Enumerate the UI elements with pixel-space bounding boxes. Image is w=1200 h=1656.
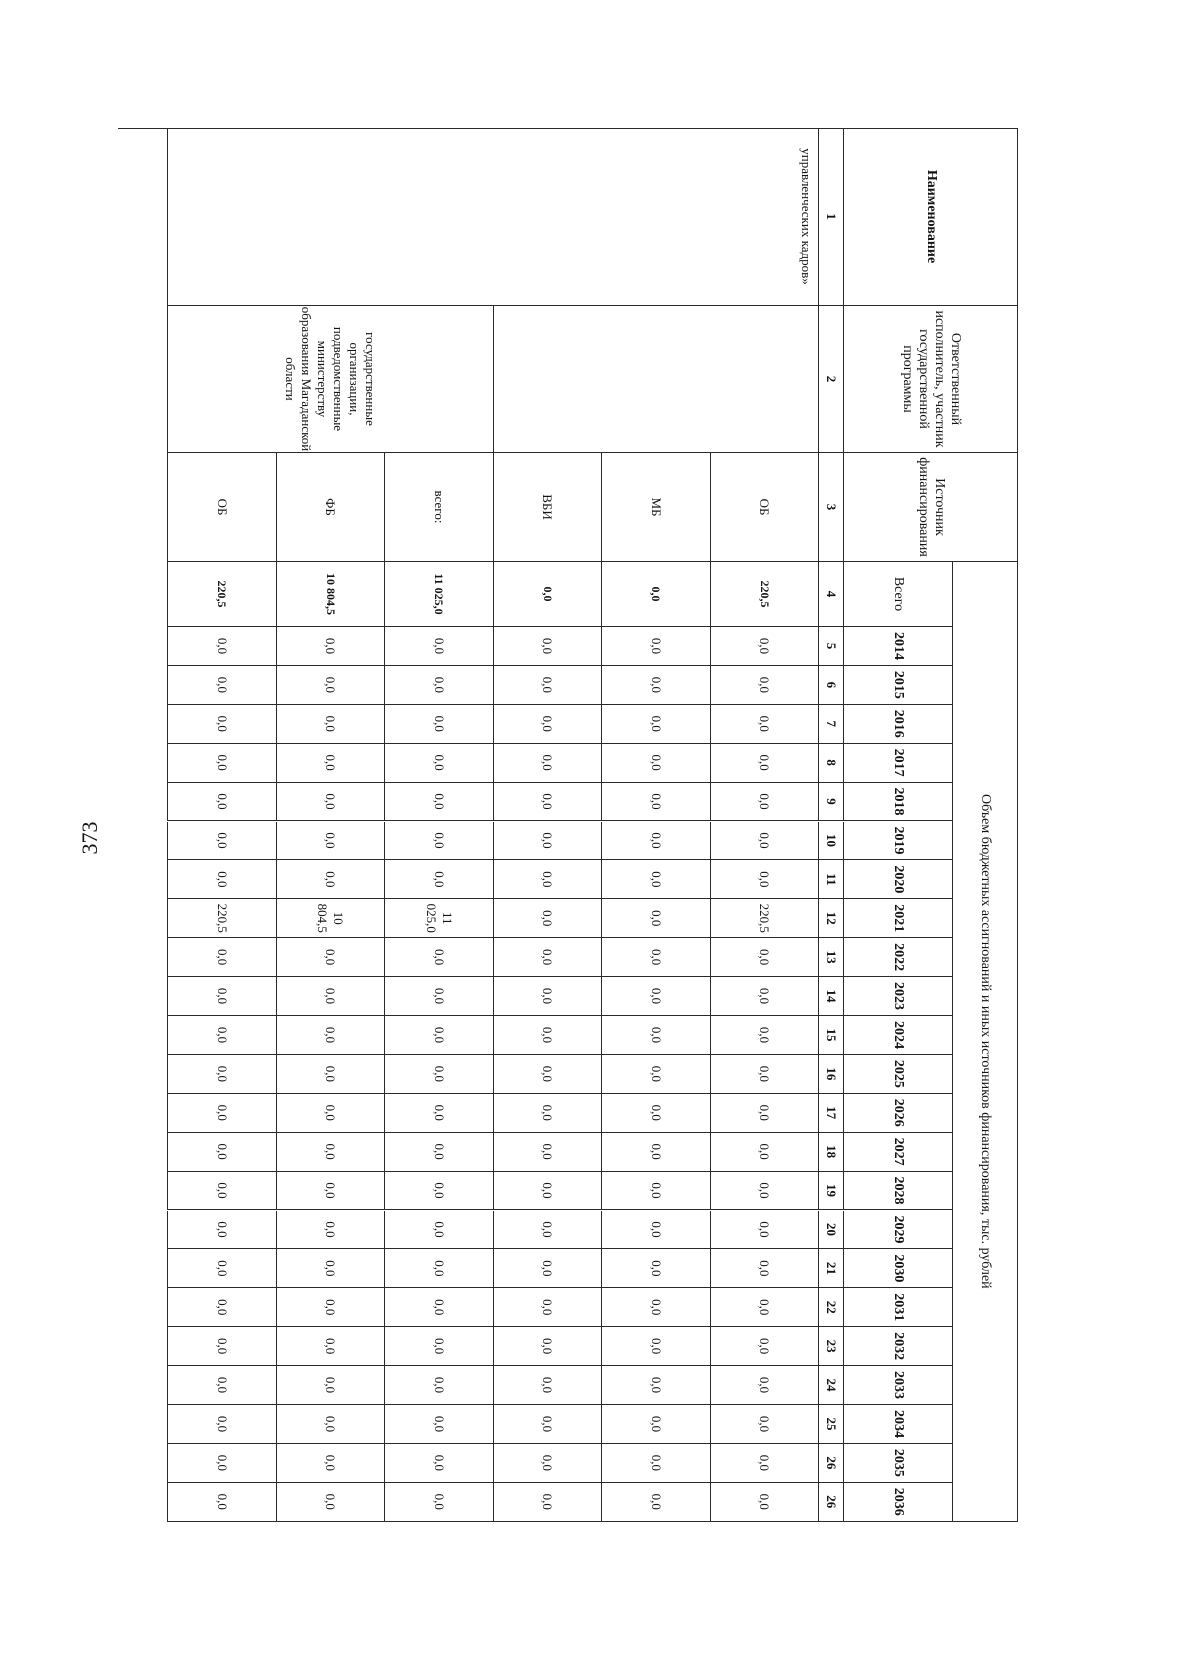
total-cell: 10 804,5 [276, 562, 384, 627]
column-number-25: 25 [818, 1405, 843, 1444]
value-cell-2022: 0,0 [276, 938, 384, 977]
header-year-2028: 2028 [843, 1172, 952, 1211]
name-cell: управленческих кадров» [167, 128, 818, 306]
value-cell-2027: 0,0 [710, 1133, 818, 1172]
value-cell-2033: 0,0 [710, 1366, 818, 1405]
value-cell-2034: 0,0 [167, 1405, 276, 1444]
header-year-2024: 2024 [843, 1016, 952, 1055]
value-cell-2031: 0,0 [384, 1288, 493, 1327]
value-cell-2026: 0,0 [493, 1094, 601, 1133]
value-cell-2033: 0,0 [601, 1366, 710, 1405]
value-cell-2036: 0,0 [493, 1483, 601, 1522]
column-number-11: 11 [818, 860, 843, 899]
value-cell-2014: 0,0 [601, 627, 710, 666]
source-cell: ОБ [167, 453, 276, 562]
value-cell-2036: 0,0 [167, 1483, 276, 1522]
value-cell-2023: 0,0 [167, 977, 276, 1016]
total-cell: 11 025,0 [384, 562, 493, 627]
value-cell-2034: 0,0 [276, 1405, 384, 1444]
value-cell-2019: 0,0 [384, 822, 493, 861]
value-cell-2031: 0,0 [601, 1288, 710, 1327]
header-year-2035: 2035 [843, 1444, 952, 1483]
page-number: 373 [77, 821, 102, 855]
value-cell-2029: 0,0 [276, 1211, 384, 1250]
value-cell-2030: 0,0 [384, 1249, 493, 1288]
header-year-2025: 2025 [843, 1055, 952, 1094]
value-cell-2025: 0,0 [167, 1055, 276, 1094]
value-cell-2016: 0,0 [276, 705, 384, 744]
value-cell-2035: 0,0 [167, 1444, 276, 1483]
value-cell-2026: 0,0 [601, 1094, 710, 1133]
header-year-2019: 2019 [843, 822, 952, 861]
value-cell-2036: 0,0 [384, 1483, 493, 1522]
value-cell-2034: 0,0 [710, 1405, 818, 1444]
value-cell-2032: 0,0 [710, 1327, 818, 1366]
value-cell-2020: 0,0 [601, 860, 710, 899]
value-cell-2024: 0,0 [167, 1016, 276, 1055]
value-cell-2032: 0,0 [601, 1327, 710, 1366]
column-number-24: 24 [818, 1366, 843, 1405]
value-cell-2027: 0,0 [601, 1133, 710, 1172]
value-cell-2021: 0,0 [493, 899, 601, 938]
value-cell-2017: 0,0 [710, 744, 818, 783]
total-cell: 0,0 [601, 562, 710, 627]
value-cell-2017: 0,0 [384, 744, 493, 783]
value-cell-2016: 0,0 [710, 705, 818, 744]
value-cell-2014: 0,0 [493, 627, 601, 666]
value-cell-2023: 0,0 [710, 977, 818, 1016]
value-cell-2020: 0,0 [493, 860, 601, 899]
value-cell-2019: 0,0 [601, 822, 710, 861]
value-cell-2014: 0,0 [167, 627, 276, 666]
header-year-2015: 2015 [843, 666, 952, 705]
source-cell: ВБИ [493, 453, 601, 562]
value-cell-2018: 0,0 [601, 783, 710, 822]
column-number-15: 15 [818, 1016, 843, 1055]
value-cell-2015: 0,0 [384, 666, 493, 705]
value-cell-2015: 0,0 [710, 666, 818, 705]
column-number-18: 18 [818, 1133, 843, 1172]
value-cell-2028: 0,0 [384, 1172, 493, 1211]
value-cell-2024: 0,0 [601, 1016, 710, 1055]
value-cell-2032: 0,0 [167, 1327, 276, 1366]
value-cell-2018: 0,0 [710, 783, 818, 822]
value-cell-2020: 0,0 [710, 860, 818, 899]
value-cell-2034: 0,0 [384, 1405, 493, 1444]
value-cell-2023: 0,0 [493, 977, 601, 1016]
value-cell-2028: 0,0 [167, 1172, 276, 1211]
value-cell-2014: 0,0 [710, 627, 818, 666]
total-cell: 220,5 [167, 562, 276, 627]
value-cell-2027: 0,0 [276, 1133, 384, 1172]
value-cell-2035: 0,0 [493, 1444, 601, 1483]
budget-table [118, 128, 1018, 1522]
value-cell-2015: 0,0 [601, 666, 710, 705]
header-total: Всего [843, 562, 952, 627]
source-cell: МБ [601, 453, 710, 562]
value-cell-2022: 0,0 [710, 938, 818, 977]
column-number-17: 17 [818, 1094, 843, 1133]
value-cell-2021: 220,5 [167, 899, 276, 938]
value-cell-2015: 0,0 [493, 666, 601, 705]
value-cell-2029: 0,0 [167, 1211, 276, 1250]
column-number-6: 6 [818, 666, 843, 705]
header-year-2018: 2018 [843, 783, 952, 822]
value-cell-2024: 0,0 [493, 1016, 601, 1055]
value-cell-2033: 0,0 [384, 1366, 493, 1405]
value-cell-2026: 0,0 [384, 1094, 493, 1133]
total-cell: 0,0 [493, 562, 601, 627]
value-cell-2025: 0,0 [384, 1055, 493, 1094]
value-cell-2033: 0,0 [493, 1366, 601, 1405]
value-cell-2030: 0,0 [710, 1249, 818, 1288]
value-cell-2023: 0,0 [384, 977, 493, 1016]
header-volume: Объем бюджетных ассигнований и иных источников финансирования, тыс. рублей [952, 562, 1018, 1522]
value-cell-2032: 0,0 [276, 1327, 384, 1366]
value-cell-2034: 0,0 [601, 1405, 710, 1444]
value-cell-2025: 0,0 [276, 1055, 384, 1094]
value-cell-2027: 0,0 [384, 1133, 493, 1172]
value-cell-2019: 0,0 [493, 822, 601, 861]
value-cell-2030: 0,0 [167, 1249, 276, 1288]
value-cell-2033: 0,0 [276, 1366, 384, 1405]
value-cell-2018: 0,0 [384, 783, 493, 822]
value-cell-2036: 0,0 [276, 1483, 384, 1522]
column-number-7: 7 [818, 705, 843, 744]
column-number-9: 9 [818, 783, 843, 822]
value-cell-2030: 0,0 [601, 1249, 710, 1288]
column-number-26: 26 [818, 1444, 843, 1483]
value-cell-2031: 0,0 [167, 1288, 276, 1327]
value-cell-2028: 0,0 [601, 1172, 710, 1211]
value-cell-2017: 0,0 [167, 744, 276, 783]
value-cell-2031: 0,0 [493, 1288, 601, 1327]
header-year-2016: 2016 [843, 705, 952, 744]
column-number-13: 13 [818, 938, 843, 977]
source-cell: ОБ [710, 453, 818, 562]
header-name: Наименование [843, 128, 1018, 306]
value-cell-2035: 0,0 [384, 1444, 493, 1483]
column-number-21: 21 [818, 1249, 843, 1288]
value-cell-2024: 0,0 [710, 1016, 818, 1055]
column-number-23: 23 [818, 1327, 843, 1366]
header-year-2023: 2023 [843, 977, 952, 1016]
value-cell-2024: 0,0 [276, 1016, 384, 1055]
value-cell-2027: 0,0 [493, 1133, 601, 1172]
value-cell-2014: 0,0 [276, 627, 384, 666]
value-cell-2027: 0,0 [167, 1133, 276, 1172]
value-cell-2014: 0,0 [384, 627, 493, 666]
header-year-2022: 2022 [843, 938, 952, 977]
column-number-14: 14 [818, 977, 843, 1016]
value-cell-2031: 0,0 [276, 1288, 384, 1327]
header-year-2027: 2027 [843, 1133, 952, 1172]
value-cell-2020: 0,0 [167, 860, 276, 899]
column-number-16: 16 [818, 1055, 843, 1094]
value-cell-2016: 0,0 [493, 705, 601, 744]
column-number-22: 22 [818, 1288, 843, 1327]
header-source: Источник финансирования [843, 453, 1018, 562]
header-year-2029: 2029 [843, 1211, 952, 1250]
total-cell: 220,5 [710, 562, 818, 627]
value-cell-2022: 0,0 [601, 938, 710, 977]
header-year-2020: 2020 [843, 860, 952, 899]
value-cell-2022: 0,0 [384, 938, 493, 977]
column-number-20: 20 [818, 1211, 843, 1250]
column-number-2: 2 [818, 306, 843, 453]
column-number-1: 1 [818, 128, 843, 306]
value-cell-2024: 0,0 [384, 1016, 493, 1055]
value-cell-2019: 0,0 [167, 822, 276, 861]
value-cell-2021: 0,0 [601, 899, 710, 938]
value-cell-2035: 0,0 [276, 1444, 384, 1483]
value-cell-2021: 10 804,5 [276, 899, 384, 938]
source-cell: всего: [384, 453, 493, 562]
value-cell-2017: 0,0 [276, 744, 384, 783]
value-cell-2020: 0,0 [384, 860, 493, 899]
header-year-2021: 2021 [843, 899, 952, 938]
header-year-2030: 2030 [843, 1249, 952, 1288]
column-number-19: 19 [818, 1172, 843, 1211]
header-responsible: Ответственный исполнитель, участник государственной программы [843, 306, 1018, 453]
value-cell-2028: 0,0 [276, 1172, 384, 1211]
column-number-8: 8 [818, 744, 843, 783]
value-cell-2029: 0,0 [384, 1211, 493, 1250]
value-cell-2030: 0,0 [493, 1249, 601, 1288]
value-cell-2034: 0,0 [493, 1405, 601, 1444]
header-year-2034: 2034 [843, 1405, 952, 1444]
value-cell-2031: 0,0 [710, 1288, 818, 1327]
header-year-2032: 2032 [843, 1327, 952, 1366]
value-cell-2022: 0,0 [493, 938, 601, 977]
value-cell-2036: 0,0 [710, 1483, 818, 1522]
value-cell-2021: 220,5 [710, 899, 818, 938]
header-year-2033: 2033 [843, 1366, 952, 1405]
responsible-cell-empty [493, 306, 818, 453]
value-cell-2020: 0,0 [276, 860, 384, 899]
header-year-2014: 2014 [843, 627, 952, 666]
value-cell-2016: 0,0 [167, 705, 276, 744]
column-number-3: 3 [818, 453, 843, 562]
value-cell-2036: 0,0 [601, 1483, 710, 1522]
value-cell-2035: 0,0 [710, 1444, 818, 1483]
value-cell-2029: 0,0 [710, 1211, 818, 1250]
value-cell-2019: 0,0 [276, 822, 384, 861]
value-cell-2023: 0,0 [601, 977, 710, 1016]
value-cell-2018: 0,0 [167, 783, 276, 822]
value-cell-2021: 11 025,0 [384, 899, 493, 938]
value-cell-2032: 0,0 [384, 1327, 493, 1366]
column-number-27: 26 [818, 1483, 843, 1522]
header-year-2031: 2031 [843, 1288, 952, 1327]
column-number-5: 5 [818, 627, 843, 666]
header-year-2017: 2017 [843, 744, 952, 783]
value-cell-2028: 0,0 [710, 1172, 818, 1211]
value-cell-2017: 0,0 [493, 744, 601, 783]
value-cell-2029: 0,0 [493, 1211, 601, 1250]
value-cell-2026: 0,0 [167, 1094, 276, 1133]
column-number-12: 12 [818, 899, 843, 938]
value-cell-2016: 0,0 [384, 705, 493, 744]
value-cell-2032: 0,0 [493, 1327, 601, 1366]
value-cell-2016: 0,0 [601, 705, 710, 744]
column-number-10: 10 [818, 822, 843, 861]
value-cell-2035: 0,0 [601, 1444, 710, 1483]
value-cell-2025: 0,0 [493, 1055, 601, 1094]
responsible-cell: государственные организации, подведомственные министерству образования Магаданской области [167, 306, 493, 453]
header-year-2036: 2036 [843, 1483, 952, 1522]
value-cell-2023: 0,0 [276, 977, 384, 1016]
value-cell-2028: 0,0 [493, 1172, 601, 1211]
value-cell-2015: 0,0 [167, 666, 276, 705]
value-cell-2018: 0,0 [493, 783, 601, 822]
value-cell-2022: 0,0 [167, 938, 276, 977]
header-year-2026: 2026 [843, 1094, 952, 1133]
value-cell-2029: 0,0 [601, 1211, 710, 1250]
value-cell-2025: 0,0 [601, 1055, 710, 1094]
value-cell-2026: 0,0 [710, 1094, 818, 1133]
column-number-4: 4 [818, 562, 843, 627]
value-cell-2017: 0,0 [601, 744, 710, 783]
value-cell-2025: 0,0 [710, 1055, 818, 1094]
value-cell-2026: 0,0 [276, 1094, 384, 1133]
source-cell: ФБ [276, 453, 384, 562]
value-cell-2019: 0,0 [710, 822, 818, 861]
value-cell-2018: 0,0 [276, 783, 384, 822]
value-cell-2030: 0,0 [276, 1249, 384, 1288]
value-cell-2033: 0,0 [167, 1366, 276, 1405]
value-cell-2015: 0,0 [276, 666, 384, 705]
